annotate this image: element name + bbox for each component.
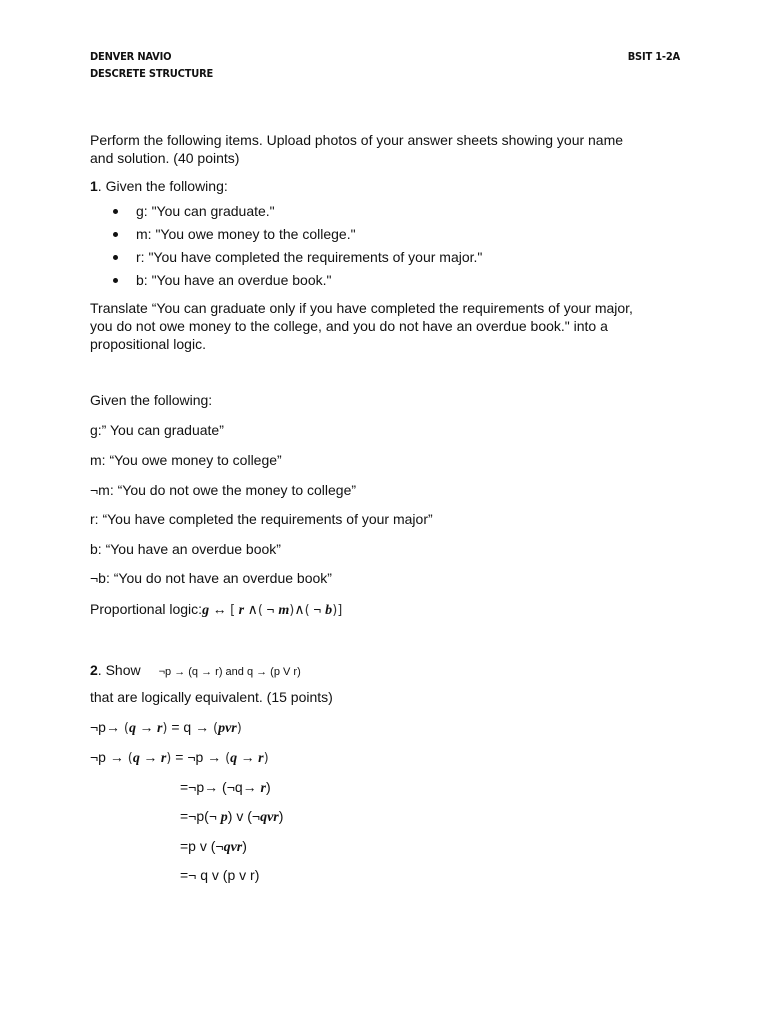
question-1-number: 1 [90,178,98,194]
intro-line-2: and solution. (40 points) [90,150,240,166]
header [90,48,680,82]
bullet-icon [113,232,118,237]
translate-line-3: propositional logic. [90,336,206,352]
translate-line-1: Translate “You can graduate only if you have completed the requirements of your major, [90,300,633,316]
bullet-icon [113,255,118,260]
course-title: DESCRETE STRUCTURE [90,67,214,80]
list-item: b: "You have an overdue book." [90,269,482,292]
logic-formula: g ↔ [ r ∧( ¬ m)∧( ¬ b)] [202,603,343,618]
list-item: g: "You can graduate." [90,200,482,223]
equivalence-line: that are logically equivalent. (15 points) [90,689,333,705]
question-1-heading [90,178,228,195]
list-item: m: "You owe money to the college." [90,223,482,246]
bullet-icon [113,209,118,214]
question-2-expression: ¬p → (q → r) and q → (p V r) [158,666,301,678]
logic-label: Proportional logic: [90,601,203,617]
list-item: r: "You have completed the requirements of your major." [90,246,482,269]
answer-line-r: r: “You have completed the requirements of your major” [90,511,433,527]
proof-step-5: =p v (¬qvr) [180,838,247,855]
question-2-heading [90,662,301,681]
proof-step-6: =¬ q v (p v r) [180,867,260,883]
answer-line-g: g:” You can graduate” [90,422,224,438]
proof-step-3: =¬p→ (¬q→ r) [180,779,271,796]
bullet-icon [113,278,118,283]
given-list [90,200,482,292]
answer-line-not-b: ¬b: “You do not have an overdue book” [90,570,332,586]
proof-step-4: =¬p(¬ p) v (¬qvr) [180,808,284,825]
translate-line-2: you do not owe money to the college, and you do not have an overdue book." into a [90,318,608,334]
document-page [90,0,690,1024]
answer-line-not-m: ¬m: “You do not owe the money to college” [90,482,357,498]
answer-line-m: m: “You owe money to college” [90,452,282,468]
section-label: BSIT 1-2A [627,50,680,63]
question-1-lead: . Given the following: [97,178,228,194]
question-2-number: 2 [90,662,98,678]
logic-answer [90,601,342,619]
proof-step-1: ¬p→ (q → r) = q → (pvr) [90,719,242,736]
student-name: DENVER NAVIO [90,50,172,63]
question-2-lead: . Show [97,662,141,678]
answer-given-heading: Given the following: [90,392,213,408]
proof-step-2: ¬p → (q → r) = ¬p → (q → r) [90,749,269,766]
intro-line-1: Perform the following items. Upload photos of your answer sheets showing your name [90,132,624,148]
answer-line-b: b: “You have an overdue book” [90,541,281,557]
